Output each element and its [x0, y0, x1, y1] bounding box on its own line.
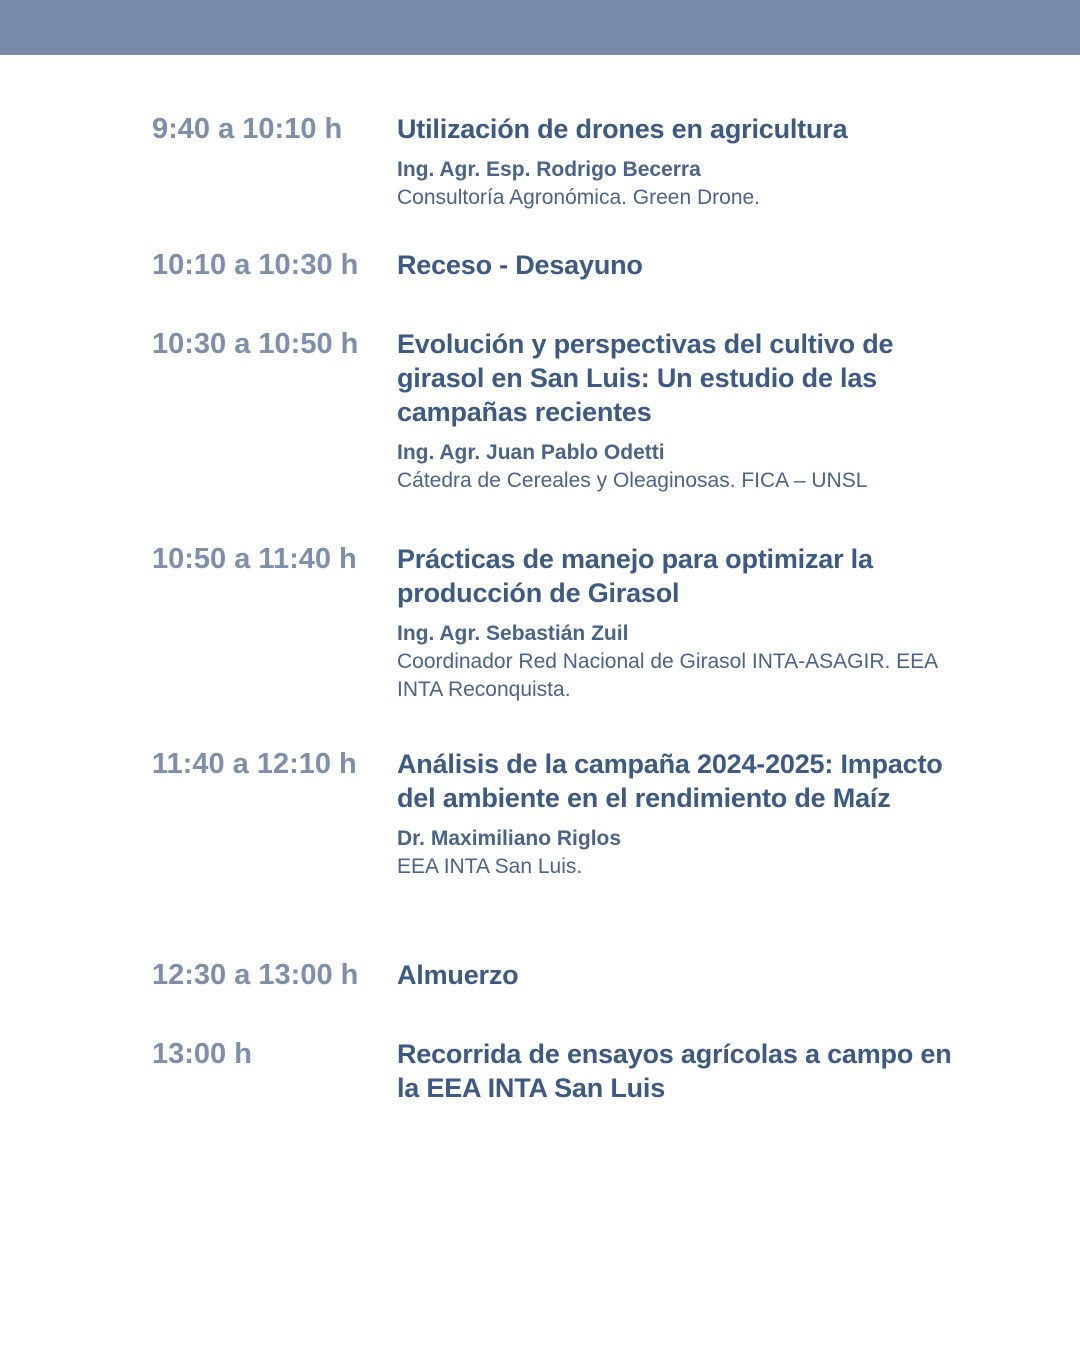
session-content	[397, 327, 952, 495]
session-time: 10:30 a 10:50 h	[152, 328, 359, 360]
session-title: Análisis de la campaña 2024-2025: Impacto del ambiente en el rendimiento de Maíz	[397, 749, 943, 813]
session-time: 9:40 a 10:10 h	[152, 113, 343, 145]
session-time: 12:30 a 13:00 h	[152, 959, 359, 991]
session-affiliation: Coordinador Red Nacional de Girasol INTA-ASAGIR. EEA INTA Reconquista.	[397, 650, 938, 701]
session-speaker: Dr. Maximiliano Riglos	[397, 827, 622, 850]
session-title: Prácticas de manejo para optimizar la producción de Girasol	[397, 544, 873, 608]
session-time: 11:40 a 12:10 h	[152, 748, 357, 780]
header-band	[0, 0, 1080, 55]
session-content	[397, 542, 952, 704]
session-title: Evolución y perspectivas del cultivo de girasol en San Luis: Un estudio de las campañas recientes	[397, 329, 894, 427]
session-title: Utilización de drones en agricultura	[397, 114, 848, 144]
session-content	[397, 248, 952, 282]
session-title: Almuerzo	[397, 960, 519, 990]
session-title: Receso - Desayuno	[397, 250, 643, 280]
session-time: 10:50 a 11:40 h	[152, 543, 357, 575]
session-speaker: Ing. Agr. Esp. Rodrigo Becerra	[397, 158, 701, 181]
session-time: 10:10 a 10:30 h	[152, 249, 359, 281]
session-content	[397, 747, 952, 881]
session-content	[397, 112, 952, 212]
session-affiliation: Cátedra de Cereales y Oleaginosas. FICA – UNSL	[397, 469, 868, 492]
session-speaker: Ing. Agr. Sebastián Zuil	[397, 622, 629, 645]
session-content	[397, 1037, 952, 1105]
session-affiliation: Consultoría Agronómica. Green Drone.	[397, 186, 761, 209]
session-title: Recorrida de ensayos agrícolas a campo en la EEA INTA San Luis	[397, 1039, 952, 1103]
session-content	[397, 958, 952, 992]
session-speaker: Ing. Agr. Juan Pablo Odetti	[397, 441, 665, 464]
session-time: 13:00 h	[152, 1038, 252, 1070]
session-affiliation: EEA INTA San Luis.	[397, 855, 583, 878]
